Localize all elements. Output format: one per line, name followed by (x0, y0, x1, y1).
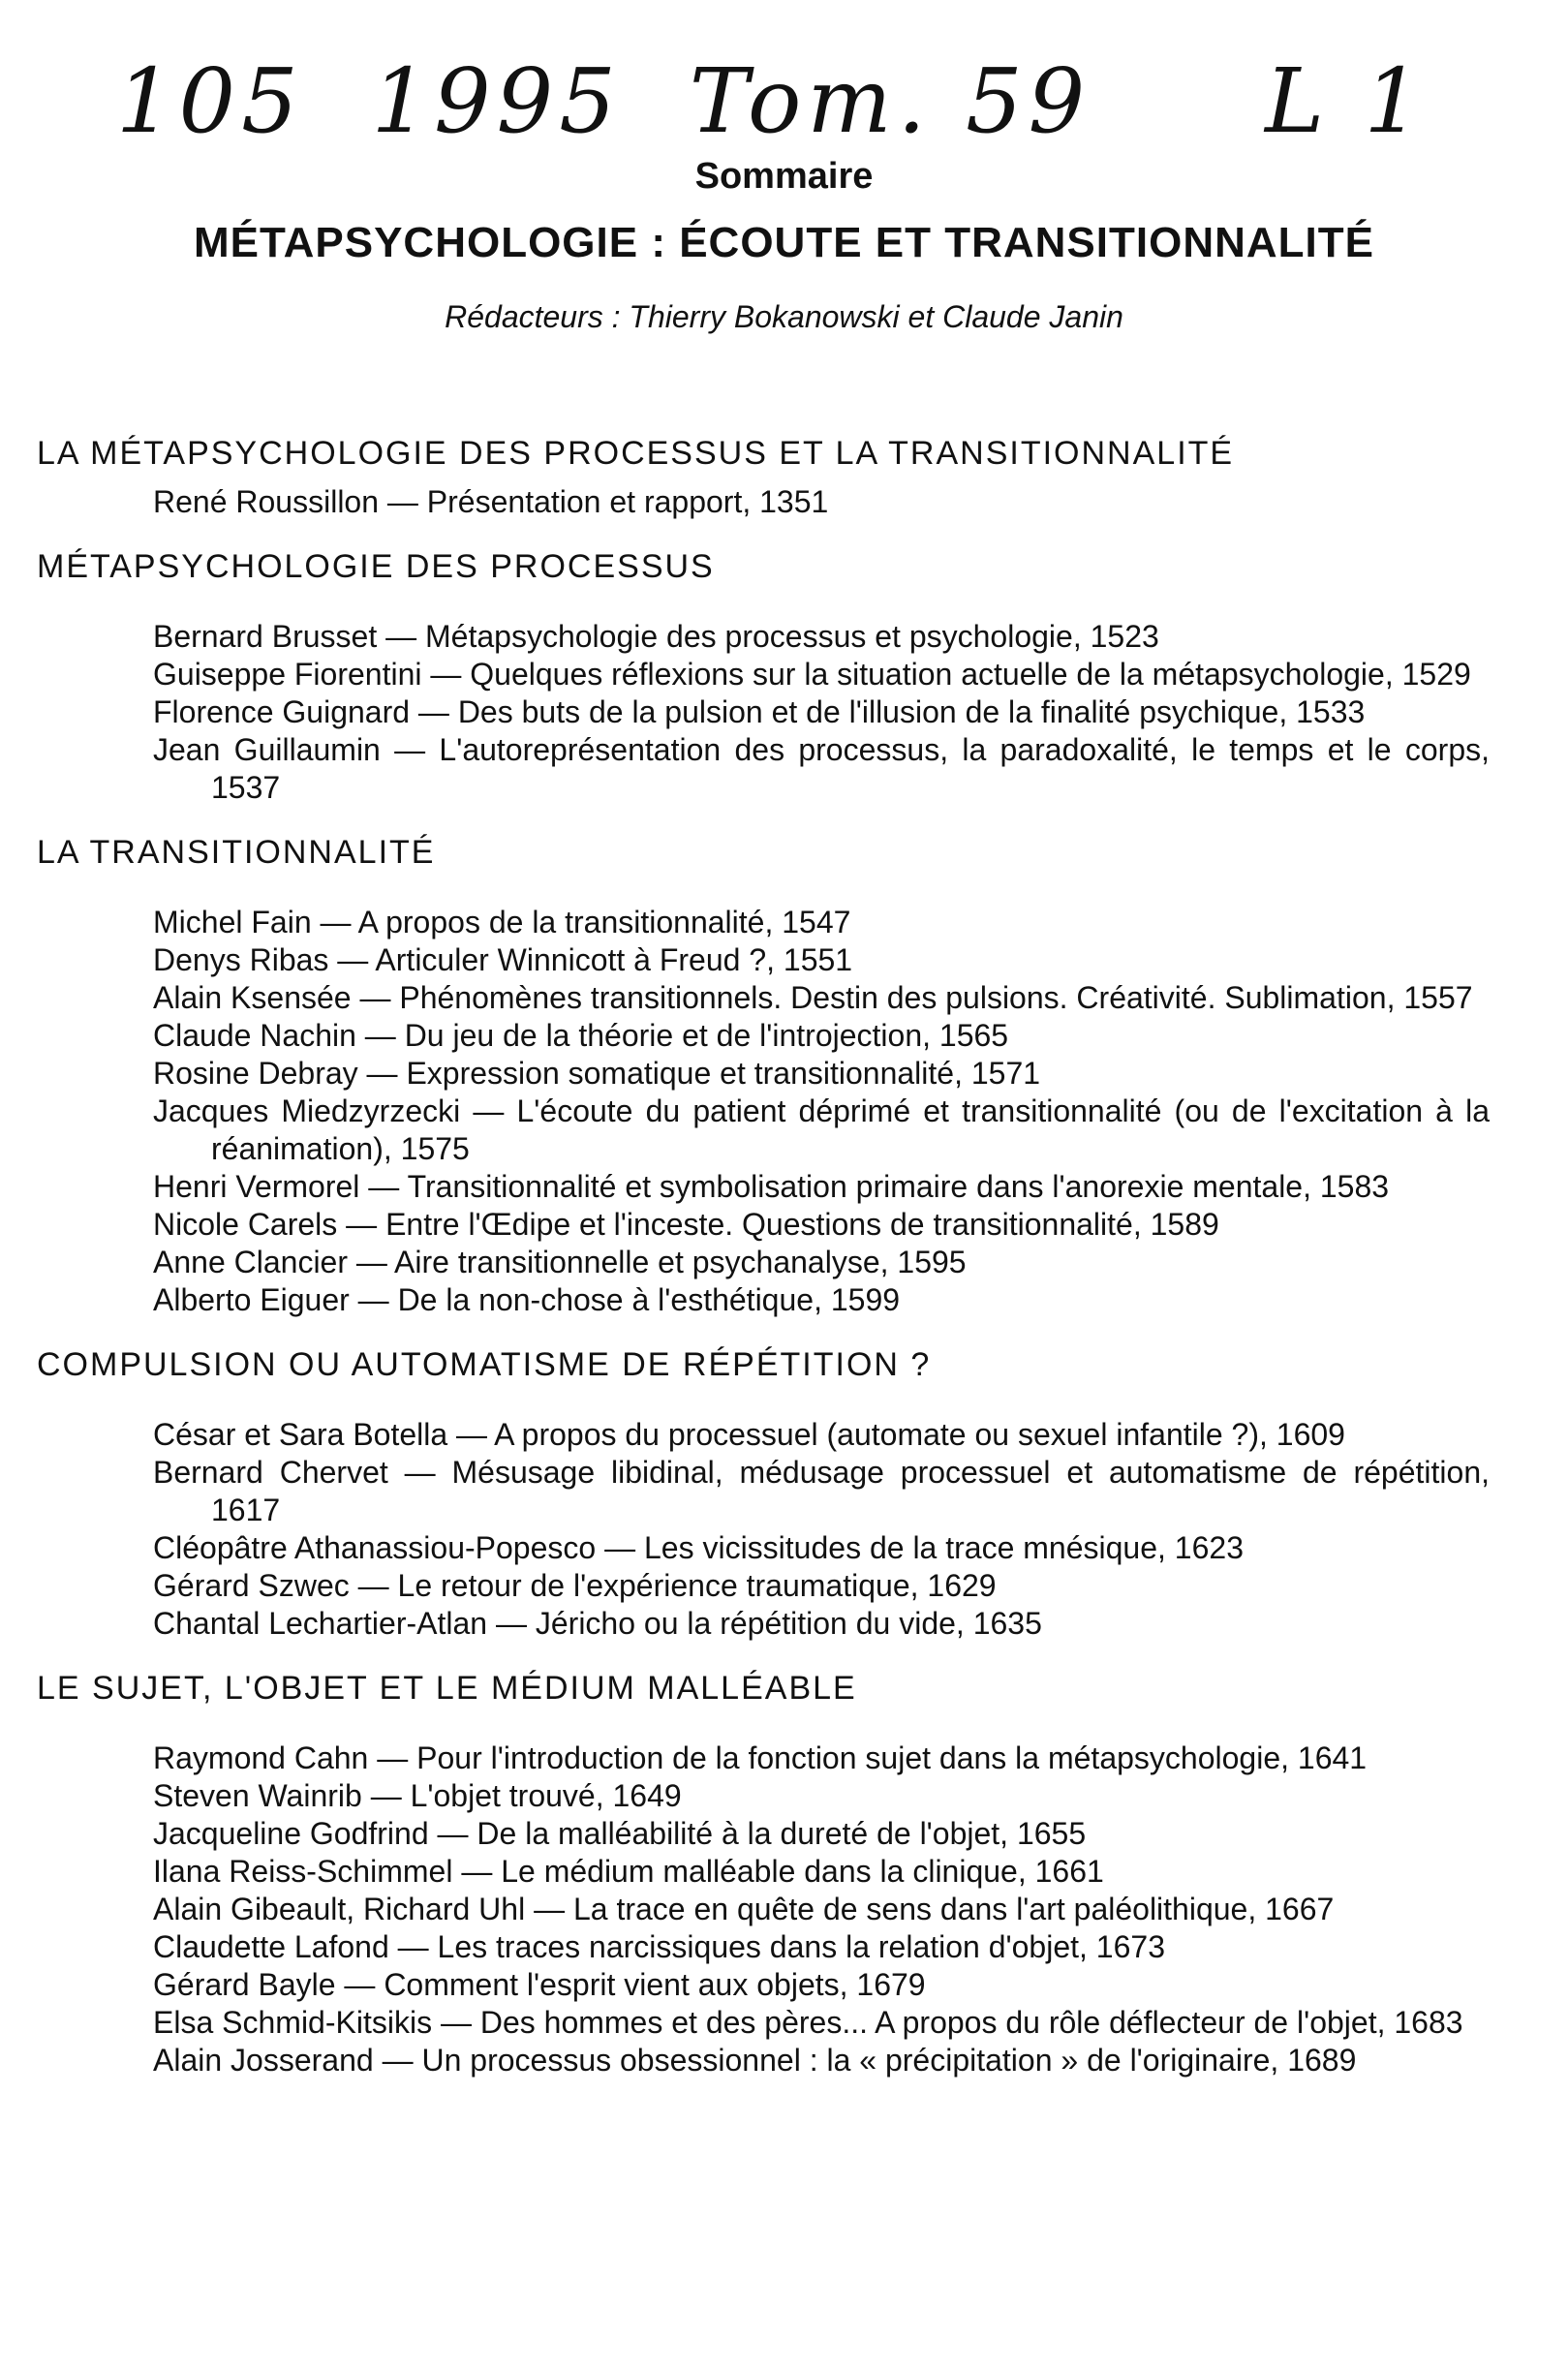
issue-title: MÉTAPSYCHOLOGIE : ÉCOUTE ET TRANSITIONNALITÉ (194, 219, 1374, 266)
toc-entry: Ilana Reiss-Schimmel — Le médium malléable dans la clinique, 1661 (153, 1854, 1104, 1889)
toc-entry: Chantal Lechartier-Atlan — Jéricho ou la répétition du vide, 1635 (153, 1606, 1042, 1641)
entry-list (153, 1740, 1490, 2079)
toc-entry: Denys Ribas — Articuler Winnicott à Freud ?, 1551 (153, 942, 853, 977)
entry-list (153, 1416, 1490, 1643)
toc-section (37, 431, 1509, 521)
section-heading: MÉTAPSYCHOLOGIE DES PROCESSUS (37, 548, 715, 585)
editors-line: Rédacteurs : Thierry Bokanowski et Claude Janin (445, 299, 1123, 334)
toc-entry: Guiseppe Fiorentini — Quelques réflexions sur la situation actuelle de la métapsychologie, 1529 (153, 657, 1471, 692)
toc-entry: Nicole Carels — Entre l'Œdipe et l'inceste. Questions de transitionnalité, 1589 (153, 1207, 1219, 1242)
table-of-contents (37, 431, 1509, 2103)
toc-entry: Jean Guillaumin — L'autoreprésentation des processus, la paradoxalité, le temps et le corps, 1537 (153, 732, 1490, 805)
toc-section (37, 830, 1509, 1319)
section-heading: COMPULSION OU AUTOMATISME DE RÉPÉTITION ? (37, 1346, 932, 1383)
toc-entry: Alain Gibeault, Richard Uhl — La trace en quête de sens dans l'art paléolithique, 1667 (153, 1892, 1335, 1926)
toc-section (37, 1666, 1509, 2079)
toc-entry: Jacques Miedzyrzecki — L'écoute du patient déprimé et transitionnalité (ou de l'excitation à la réanimation), 1575 (153, 1093, 1490, 1166)
toc-entry: Gérard Bayle — Comment l'esprit vient aux objets, 1679 (153, 1967, 926, 2002)
toc-entry: Alberto Eiguer — De la non-chose à l'esthétique, 1599 (153, 1282, 901, 1317)
annotation-number: 105 (116, 49, 304, 153)
toc-entry: Raymond Cahn — Pour l'introduction de la fonction sujet dans la métapsychologie, 1641 (153, 1740, 1368, 1775)
entry-list (153, 904, 1490, 1319)
toc-entry: Elsa Schmid-Kitsikis — Des hommes et des pères... A propos du rôle déflecteur de l'objet, 1683 (153, 2005, 1463, 2040)
section-heading: LA TRANSITIONNALITÉ (37, 834, 436, 871)
toc-entry: Jacqueline Godfrind — De la malléabilité à la dureté de l'objet, 1655 (153, 1816, 1087, 1851)
summary-title: Sommaire (694, 156, 874, 197)
toc-entry: César et Sara Botella — A propos du processuel (automate ou sexuel infantile ?), 1609 (153, 1417, 1345, 1452)
toc-section (37, 544, 1509, 807)
toc-entry: Bernard Chervet — Mésusage libidinal, médusage processuel et automatisme de répétition, 1617 (153, 1455, 1490, 1527)
toc-entry: Michel Fain — A propos de la transitionnalité, 1547 (153, 905, 851, 939)
toc-entry: Cléopâtre Athanassiou-Popesco — Les vicissitudes de la trace mnésique, 1623 (153, 1530, 1244, 1565)
handwritten-annotation (116, 39, 1428, 165)
toc-entry: Steven Wainrib — L'objet trouvé, 1649 (153, 1778, 682, 1813)
toc-entry: Henri Vermorel — Transitionnalité et symbolisation primaire dans l'anorexie mentale, 1583 (153, 1169, 1390, 1204)
toc-entry: Bernard Brusset — Métapsychologie des processus et psychologie, 1523 (153, 619, 1159, 654)
toc-entry: Alain Ksensée — Phénomènes transitionnels. Destin des pulsions. Créativité. Sublimation, 1557 (153, 980, 1473, 1015)
annotation-code: L 1 (1265, 49, 1428, 153)
toc-entry: Rosine Debray — Expression somatique et transitionnalité, 1571 (153, 1056, 1041, 1091)
toc-section (37, 1342, 1509, 1643)
toc-entry: Alain Josserand — Un processus obsessionnel : la « précipitation » de l'originaire, 1689 (153, 2043, 1357, 2078)
toc-entry: Anne Clancier — Aire transitionnelle et psychanalyse, 1595 (153, 1245, 967, 1279)
toc-entry: Gérard Szwec — Le retour de l'expérience traumatique, 1629 (153, 1568, 997, 1603)
entry-list (153, 618, 1490, 807)
annotation-year: 1995 (371, 49, 622, 153)
section-heading: LA MÉTAPSYCHOLOGIE DES PROCESSUS ET LA TRANSITIONNALITÉ (37, 435, 1235, 472)
toc-entry: Florence Guignard — Des buts de la pulsion et de l'illusion de la finalité psychique, 1533 (153, 694, 1366, 729)
toc-entry: René Roussillon — Présentation et rapport, 1351 (153, 484, 829, 519)
toc-entry: Claude Nachin — Du jeu de la théorie et de l'introjection, 1565 (153, 1018, 1009, 1053)
toc-entry: Claudette Lafond — Les traces narcissiques dans la relation d'objet, 1673 (153, 1929, 1165, 1964)
annotation-volume: Tom. 59 (689, 49, 1091, 153)
entry-list (153, 483, 1490, 521)
section-heading: LE SUJET, L'OBJET ET LE MÉDIUM MALLÉABLE (37, 1670, 857, 1707)
